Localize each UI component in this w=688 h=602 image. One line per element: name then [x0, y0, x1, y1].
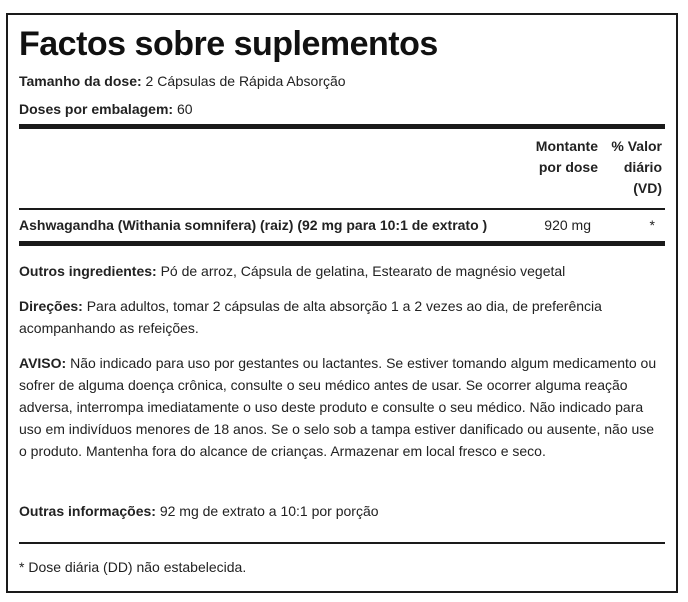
directions	[19, 295, 659, 339]
thick-divider-mid	[19, 241, 665, 246]
serving-size-label: Tamanho da dose:	[19, 73, 142, 89]
column-header-amount-line1: Montante	[535, 138, 598, 154]
directions-label: Direções:	[19, 298, 83, 314]
servings-per-label: Doses por embalagem:	[19, 101, 174, 117]
ingredient-name: Ashwagandha (Withania somnifera) (raiz) (92 mg para 10:1 de extrato )	[19, 217, 488, 233]
column-header-amount-line2: por dose	[538, 159, 598, 175]
supplement-facts-panel	[6, 13, 678, 593]
servings-per-value: 60	[176, 101, 193, 117]
other-info	[19, 500, 659, 522]
directions-text: Para adultos, tomar 2 cápsulas de alta absorção 1 a 2 vezes ao dia, de preferência acompanhando as refeições.	[19, 298, 602, 336]
column-header-dv-line1: % Valor	[611, 138, 662, 154]
column-header-dv-line2: diário	[623, 159, 662, 175]
column-header-dv	[611, 136, 662, 199]
thick-divider-top	[19, 124, 665, 129]
other-info-text: 92 mg de extrato a 10:1 por porção	[159, 503, 379, 519]
warning-text: Não indicado para uso por gestantes ou lactantes. Se estiver tomando algum medicamento ou sofrer de alguma doença crônica, consulte o seu médico antes de usar. Se ocorrer alguma reação adversa, interrompa imediatamente o uso deste produto e consulte o seu médico. Não indicado para uso em indivíduos menores de 18 anos. Se o selo sob a tampa estiver danificado ou ausente, não use o produto. Mantenha fora do alcance de crianças. Armazenar em local fresco e seco.	[19, 355, 657, 459]
ingredient-dv: *	[649, 217, 655, 233]
serving-size	[19, 73, 346, 89]
column-header-dv-line3: (VD)	[633, 180, 662, 196]
serving-size-value: 2 Cápsulas de Rápida Absorção	[145, 73, 346, 89]
warning	[19, 352, 659, 462]
footnote-divider	[19, 542, 665, 544]
other-ingredients-text: Pó de arroz, Cápsula de gelatina, Estearato de magnésio vegetal	[160, 263, 566, 279]
other-ingredients	[19, 260, 659, 282]
footnote: * Dose diária (DD) não estabelecida.	[19, 559, 247, 575]
other-info-label: Outras informações:	[19, 503, 156, 519]
column-header-amount	[536, 136, 598, 178]
other-ingredients-label: Outros ingredientes:	[19, 263, 157, 279]
thin-divider	[19, 208, 665, 210]
panel-title: Factos sobre suplementos	[19, 25, 438, 63]
warning-label: AVISO:	[19, 355, 67, 371]
servings-per-container	[19, 101, 193, 117]
ingredient-amount: 920 mg	[544, 217, 591, 233]
